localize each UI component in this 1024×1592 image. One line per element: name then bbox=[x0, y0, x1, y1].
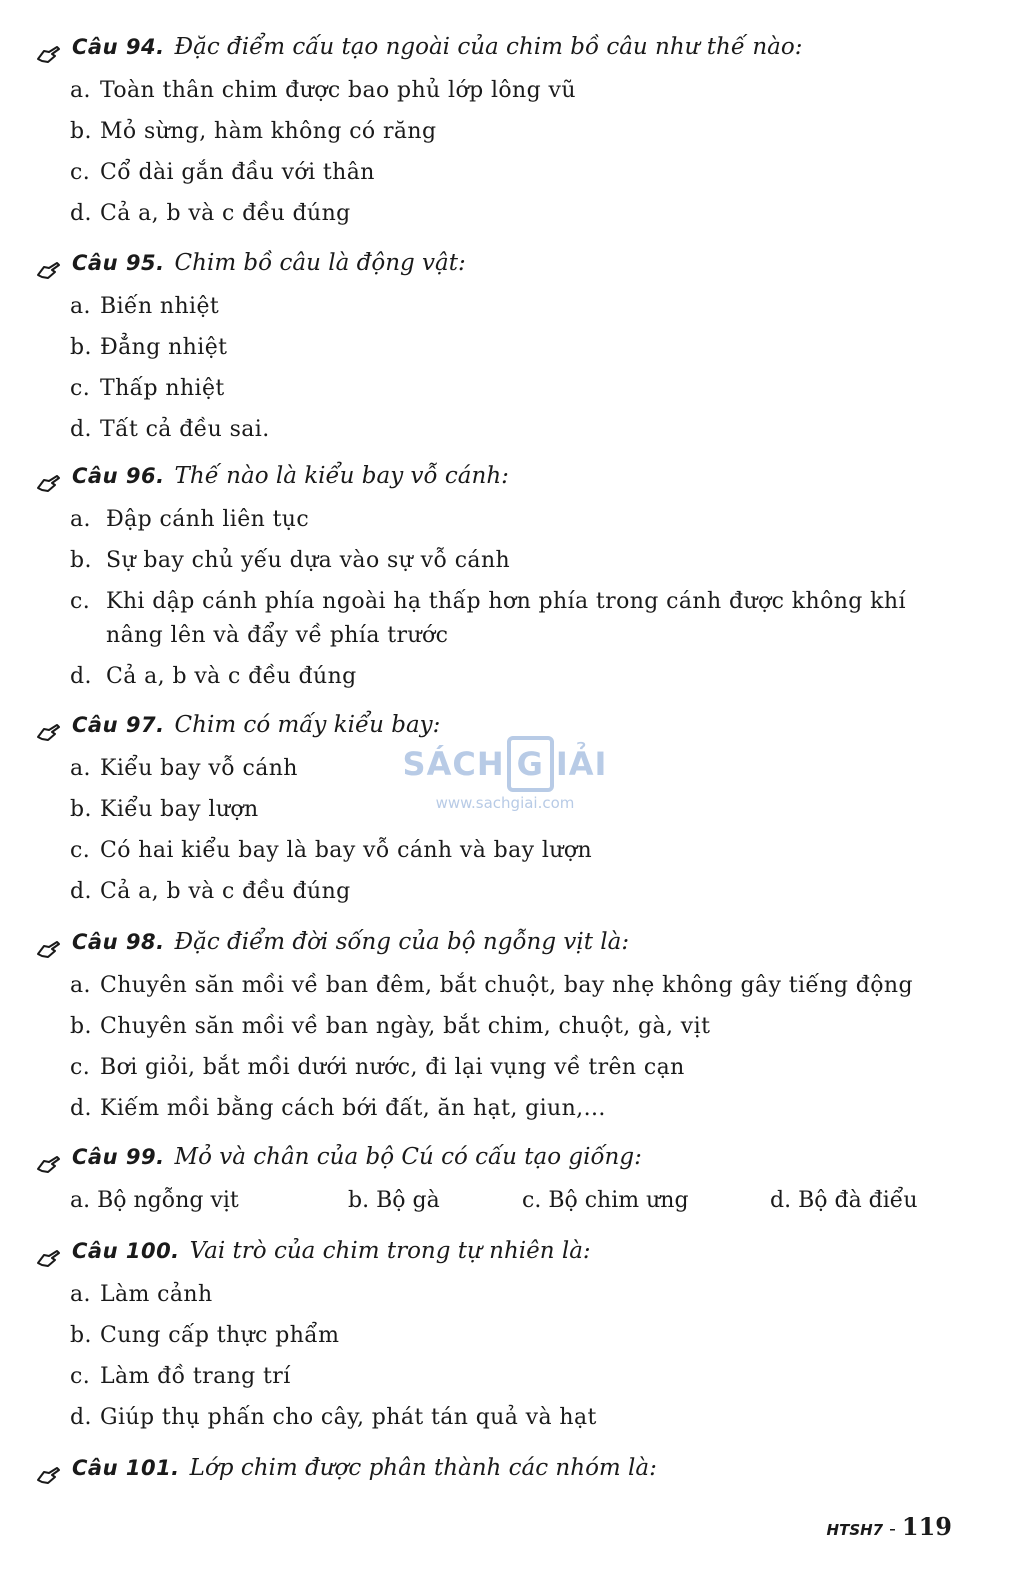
option-text: Giúp thụ phấn cho cây, phát tán quả và hạt bbox=[100, 1405, 597, 1430]
option-d bbox=[70, 413, 964, 447]
option-letter: a. bbox=[70, 1188, 91, 1213]
option-text: Khi dập cánh phía ngoài hạ thấp hơn phía trong cánh được không khí nâng lên và đẩy về phía trước bbox=[106, 589, 906, 648]
option-text: Sự bay chủ yếu dựa vào sự vỗ cánh bbox=[106, 548, 511, 573]
option-text: Bộ ngỗng vịt bbox=[97, 1188, 239, 1213]
watermark-g-box: G bbox=[507, 736, 554, 792]
option-letter: a. bbox=[70, 507, 91, 532]
option-text: Mỏ sừng, hàm không có răng bbox=[100, 119, 437, 144]
question-header bbox=[36, 463, 964, 503]
question-header bbox=[36, 1144, 964, 1184]
page-footer bbox=[827, 1512, 952, 1541]
option-b bbox=[70, 544, 964, 578]
options-row bbox=[70, 1184, 964, 1218]
option-letter: a. bbox=[70, 78, 91, 103]
option-a bbox=[70, 1184, 348, 1218]
pointing-hand-icon bbox=[36, 1153, 62, 1175]
footer-separator: - bbox=[889, 1516, 896, 1540]
option-b bbox=[70, 1319, 964, 1353]
option-text: Cả a, b và c đều đúng bbox=[100, 201, 351, 226]
question-header bbox=[36, 34, 964, 74]
option-letter: d. bbox=[70, 879, 92, 904]
option-a bbox=[70, 290, 964, 324]
option-text: Thấp nhiệt bbox=[100, 376, 225, 401]
book-code: HTSH7 bbox=[826, 1521, 884, 1539]
option-a bbox=[70, 503, 964, 537]
question-text: Chim có mấy kiểu bay: bbox=[174, 712, 441, 738]
option-d bbox=[70, 1092, 964, 1126]
option-a bbox=[70, 1278, 964, 1312]
question-number: Câu 97. bbox=[72, 713, 165, 737]
question-header bbox=[36, 1238, 964, 1278]
pointing-hand-icon bbox=[36, 43, 62, 65]
option-c bbox=[522, 1184, 770, 1218]
option-letter: b. bbox=[70, 548, 92, 573]
option-d bbox=[70, 660, 964, 694]
pointing-hand-icon bbox=[36, 1464, 62, 1486]
option-letter: a. bbox=[70, 1282, 91, 1307]
question-text: Lớp chim được phân thành các nhóm là: bbox=[189, 1455, 657, 1481]
question-header bbox=[36, 929, 964, 969]
question-96 bbox=[36, 463, 964, 701]
option-text: Làm cảnh bbox=[100, 1282, 213, 1307]
options-list bbox=[70, 74, 964, 231]
question-number: Câu 98. bbox=[72, 930, 165, 954]
question-100 bbox=[36, 1238, 964, 1442]
option-b bbox=[70, 331, 964, 365]
option-letter: b. bbox=[70, 335, 92, 360]
option-b bbox=[70, 1010, 964, 1044]
question-text: Chim bồ câu là động vật: bbox=[174, 250, 466, 276]
question-text: Đặc điểm đời sống của bộ ngỗng vịt là: bbox=[174, 929, 630, 955]
option-text: Cả a, b và c đều đúng bbox=[106, 664, 357, 689]
option-text: Toàn thân chim được bao phủ lớp lông vũ bbox=[100, 78, 576, 103]
option-letter: d. bbox=[70, 664, 92, 689]
option-text: Bơi giỏi, bắt mồi dưới nước, đi lại vụng về trên cạn bbox=[100, 1055, 685, 1080]
question-text: Thế nào là kiểu bay vỗ cánh: bbox=[174, 463, 509, 489]
option-text: Kiểu bay vỗ cánh bbox=[100, 756, 298, 781]
pointing-hand-icon bbox=[36, 721, 62, 743]
option-letter: d. bbox=[70, 201, 92, 226]
watermark-logo bbox=[400, 736, 610, 792]
option-text: Đập cánh liên tục bbox=[106, 507, 310, 532]
question-text: Vai trò của chim trong tự nhiên là: bbox=[189, 1238, 591, 1264]
option-letter: b. bbox=[70, 797, 92, 822]
pointing-hand-icon bbox=[36, 472, 62, 494]
option-letter: c. bbox=[70, 838, 91, 863]
option-letter: c. bbox=[70, 1055, 91, 1080]
option-letter: c. bbox=[70, 1364, 91, 1389]
option-text: Chuyên săn mồi về ban ngày, bắt chim, chuột, gà, vịt bbox=[100, 1014, 711, 1039]
option-text: Bộ đà điểu bbox=[798, 1188, 918, 1213]
pointing-hand-icon bbox=[36, 259, 62, 281]
option-text: Cung cấp thực phẩm bbox=[100, 1323, 340, 1348]
option-d bbox=[770, 1184, 918, 1218]
question-98 bbox=[36, 929, 964, 1133]
question-101 bbox=[36, 1455, 964, 1495]
option-b bbox=[348, 1184, 522, 1218]
option-text: Bộ chim ưng bbox=[548, 1188, 689, 1213]
question-text: Mỏ và chân của bộ Cú có cấu tạo giống: bbox=[174, 1144, 642, 1170]
option-text: Kiếm mồi bằng cách bới đất, ăn hạt, giun,... bbox=[100, 1096, 606, 1121]
option-letter: a. bbox=[70, 756, 91, 781]
option-a bbox=[70, 74, 964, 108]
question-number: Câu 101. bbox=[72, 1456, 180, 1480]
option-letter: a. bbox=[70, 973, 91, 998]
option-letter: b. bbox=[70, 1014, 92, 1039]
question-number: Câu 94. bbox=[72, 35, 165, 59]
question-number: Câu 100. bbox=[72, 1239, 180, 1263]
option-d bbox=[70, 197, 964, 231]
watermark-text-left: SÁCH bbox=[402, 745, 505, 783]
option-text: Chuyên săn mồi về ban đêm, bắt chuột, bay nhẹ không gây tiếng động bbox=[100, 973, 913, 998]
option-letter: c. bbox=[70, 160, 91, 185]
pointing-hand-icon bbox=[36, 1247, 62, 1269]
page-number: 119 bbox=[901, 1512, 952, 1541]
question-header bbox=[36, 250, 964, 290]
option-a bbox=[70, 969, 964, 1003]
option-letter: d. bbox=[770, 1188, 792, 1213]
pointing-hand-icon bbox=[36, 938, 62, 960]
options-list bbox=[70, 969, 964, 1126]
option-text: Đẳng nhiệt bbox=[100, 335, 228, 360]
question-95 bbox=[36, 250, 964, 454]
option-c bbox=[70, 1051, 964, 1085]
option-text: Tất cả đều sai. bbox=[100, 417, 270, 442]
option-letter: d. bbox=[70, 1096, 92, 1121]
question-number: Câu 99. bbox=[72, 1145, 165, 1169]
option-d bbox=[70, 1401, 964, 1435]
option-c bbox=[70, 372, 964, 406]
option-d bbox=[70, 875, 964, 909]
option-letter: d. bbox=[70, 1405, 92, 1430]
question-number: Câu 96. bbox=[72, 464, 165, 488]
option-c bbox=[70, 156, 964, 190]
option-c bbox=[70, 585, 964, 653]
option-c bbox=[70, 834, 964, 868]
option-text: Cổ dài gắn đầu với thân bbox=[100, 160, 375, 185]
option-letter: c. bbox=[70, 376, 91, 401]
option-c bbox=[70, 1360, 964, 1394]
question-header bbox=[36, 1455, 964, 1495]
option-letter: b. bbox=[70, 119, 92, 144]
option-letter: b. bbox=[70, 1323, 92, 1348]
option-letter: d. bbox=[70, 417, 92, 442]
option-letter: c. bbox=[70, 589, 91, 614]
question-text: Đặc điểm cấu tạo ngoài của chim bồ câu như thế nào: bbox=[174, 34, 803, 60]
option-text: Có hai kiểu bay là bay vỗ cánh và bay lượn bbox=[100, 838, 593, 863]
option-letter: c. bbox=[522, 1188, 542, 1213]
option-text: Làm đồ trang trí bbox=[100, 1364, 291, 1389]
options-list bbox=[70, 290, 964, 447]
option-letter: b. bbox=[348, 1188, 370, 1213]
option-text: Cả a, b và c đều đúng bbox=[100, 879, 351, 904]
option-letter: a. bbox=[70, 294, 91, 319]
question-number: Câu 95. bbox=[72, 251, 165, 275]
options-list bbox=[70, 1278, 964, 1435]
question-99 bbox=[36, 1144, 964, 1218]
watermark-url: www.sachgiai.com bbox=[435, 794, 575, 812]
watermark-text-right: IẢI bbox=[555, 745, 608, 783]
question-94 bbox=[36, 34, 964, 238]
option-text: Biến nhiệt bbox=[100, 294, 220, 319]
option-text: Kiểu bay lượn bbox=[100, 797, 259, 822]
option-b bbox=[70, 115, 964, 149]
option-text: Bộ gà bbox=[376, 1188, 440, 1213]
watermark bbox=[400, 736, 610, 812]
options-list bbox=[70, 503, 964, 694]
